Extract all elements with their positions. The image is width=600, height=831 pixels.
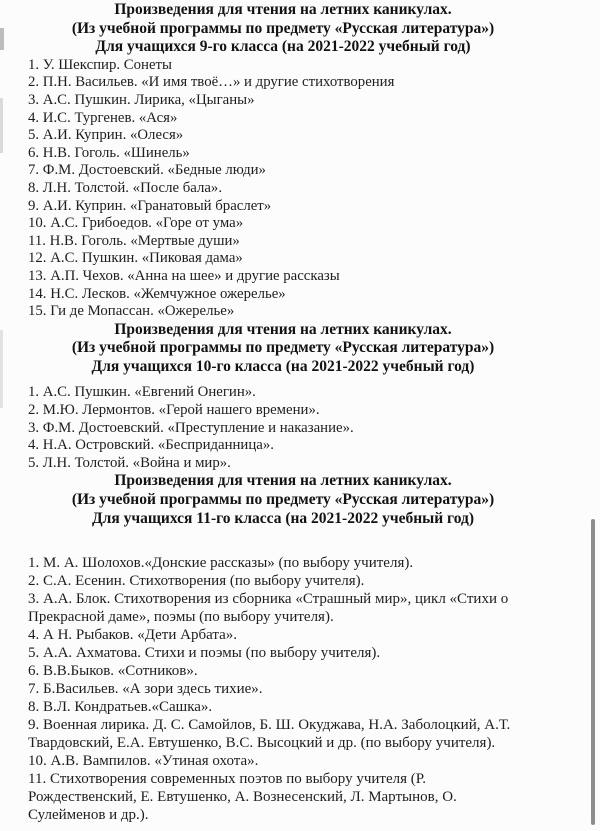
- reading-list-item: 6. В.В.Быков. «Сотников».: [28, 663, 198, 680]
- reading-list-item: 5. А.А. Ахматова. Стихи и поэмы (по выбору учителя).: [28, 645, 381, 662]
- section-heading-line: Произведения для чтения на летних каникулах.: [114, 472, 452, 490]
- reading-list-item: 9. Военная лирика. Д. С. Самойлов, Б. Ш. Окуджава, Н.А. Заболоцкий, А.Т. Твардовский, Е.А. Евтушенко, В.С. Высоцкий и др. (по выбору учителя).: [28, 717, 511, 752]
- reading-list-item: 8. В.Л. Кондратьев.«Сашка».: [28, 699, 213, 716]
- reading-list-item: 10. А.С. Грибоедов. «Горе от ума»: [28, 215, 244, 232]
- reading-list-item: 11. Стихотворения современных поэтов по выбору учителя (Р. Рождественский, Е. Евтушенко, А. Вознесенский, Л. Мартынов, О. Сулейменов и др.).: [28, 771, 457, 824]
- reading-list-item: 14. Н.С. Лесков. «Жемчужное ожерелье»: [28, 285, 286, 302]
- reading-list-section: [28, 321, 572, 473]
- reading-list-item: 5. А.И. Куприн. «Олеся»: [28, 127, 184, 144]
- reading-list: [28, 554, 527, 824]
- section-heading-line: Произведения для чтения на летних каникулах.: [114, 1, 452, 18]
- reading-list-item: 7. Ф.М. Достоевский. «Бедные люди»: [28, 162, 266, 179]
- scan-edge-artifact: [0, 98, 3, 153]
- reading-list-item: 3. Ф.М. Достоевский. «Преступление и наказание».: [28, 419, 354, 436]
- section-heading-line: Для учащихся 11-го класса (на 2021-2022 учебный год): [91, 509, 475, 527]
- reading-list-item: 12. А.С. Пушкин. «Пиковая дама»: [28, 250, 243, 267]
- reading-list-item: 6. Н.В. Гоголь. «Шинель»: [28, 144, 190, 161]
- reading-list-item: 7. Б.Васильев. «А зори здесь тихие».: [28, 681, 263, 698]
- reading-list-item: 4. И.С. Тургенев. «Ася»: [28, 109, 178, 126]
- section-heading-line: Произведения для чтения на летних каникулах.: [114, 320, 452, 338]
- section-heading-line: (Из учебной программы по предмету «Русская литература»): [71, 339, 495, 357]
- reading-list-item: 4. А Н. Рыбаков. «Дети Арбата».: [28, 627, 238, 644]
- section-heading-line: Для учащихся 9-го класса (на 2021-2022 учебный год): [95, 38, 471, 56]
- reading-list-item: 5. Л.Н. Толстой. «Война и мир».: [28, 454, 231, 471]
- reading-list-section: [28, 1, 572, 321]
- reading-list-item: 11. Н.В. Гоголь. «Мертвые души»: [28, 232, 240, 249]
- reading-list-item: 8. Л.Н. Толстой. «После бала».: [28, 179, 223, 196]
- reading-list-item: 4. Н.А. Островский. «Бесприданница».: [28, 437, 274, 454]
- reading-list-item: 3. А.А. Блок. Стихотворения из сборника «Страшный мир», цикл «Стихи о Прекрасной даме», поэмы (по выбору учителя).: [28, 591, 509, 626]
- reading-list-item: 1. М. А. Шолохов.«Донские рассказы» (по выбору учителя).: [28, 555, 414, 572]
- section-heading: [28, 1, 572, 57]
- reading-list-item: 2. М.Ю. Лермонтов. «Герой нашего времени».: [28, 402, 320, 419]
- scan-edge-artifact: [0, 28, 4, 50]
- section-heading-line: (Из учебной программы по предмету «Русская литература»): [71, 491, 495, 509]
- section-heading: [28, 321, 572, 377]
- section-heading-line: (Из учебной программы по предмету «Русская литература»): [71, 19, 495, 37]
- reading-list-item: 13. А.П. Чехов. «Анна на шее» и другие рассказы: [28, 267, 340, 284]
- scan-edge-artifact: [0, 330, 3, 408]
- scan-line-artifact: [591, 519, 595, 825]
- reading-list: [28, 384, 572, 472]
- reading-list: [28, 57, 572, 321]
- reading-list-item: 3. А.С. Пушкин. Лирика, «Цыганы»: [28, 91, 255, 108]
- reading-list-item: 2. П.Н. Васильев. «И имя твоё…» и другие стихотворения: [28, 74, 395, 91]
- reading-list-item: 10. А.В. Вампилов. «Утиная охота».: [28, 753, 259, 770]
- section-heading-line: Для учащихся 10-го класса (на 2021-2022 учебный год): [91, 357, 475, 375]
- reading-list-item: 1. У. Шекспир. Сонеты: [28, 56, 172, 73]
- reading-list-item: 1. А.С. Пушкин. «Евгений Онегин».: [28, 384, 256, 401]
- reading-list-item: 15. Ги де Мопассан. «Ожерелье»: [28, 303, 235, 320]
- reading-list-item: 2. С.А. Есенин. Стихотворения (по выбору учителя).: [28, 573, 365, 590]
- section-heading: [28, 472, 572, 528]
- reading-list-section: [28, 472, 572, 824]
- reading-list-item: 9. А.И. Куприн. «Гранатовый браслет»: [28, 197, 272, 214]
